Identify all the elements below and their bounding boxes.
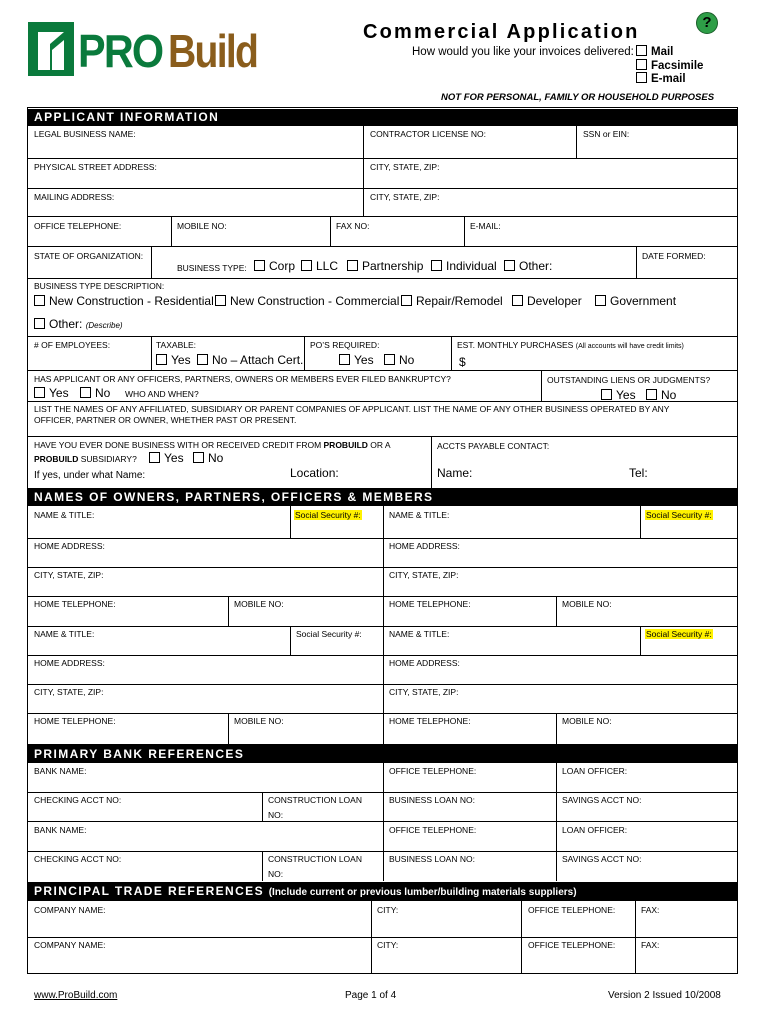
- desc-developer[interactable]: Developer: [512, 294, 582, 308]
- checkbox-taxable-yes[interactable]: [156, 354, 167, 365]
- invoice-option-email[interactable]: E-mail: [636, 72, 686, 86]
- owner3-name-title: NAME & TITLE:: [34, 629, 95, 639]
- probuild-logo: [28, 22, 270, 78]
- liens-no[interactable]: No: [646, 388, 676, 402]
- prior-no[interactable]: No: [193, 451, 223, 465]
- taxable-label: TAXABLE:: [156, 340, 196, 350]
- checkbox-new-residential[interactable]: [34, 295, 45, 306]
- bank2-construction-2: NO:: [268, 869, 284, 879]
- liens-yes[interactable]: Yes: [601, 388, 636, 402]
- bank2-loan-officer: LOAN OFFICER:: [562, 825, 628, 835]
- section-trade-heading: PRINCIPAL TRADE REFERENCES (Include current or previous lumber/building materials suppliers): [28, 882, 737, 901]
- pos-yes[interactable]: Yes: [339, 353, 374, 367]
- bank2-checking: CHECKING ACCT NO:: [34, 854, 122, 864]
- checkbox-bankruptcy-yes[interactable]: [34, 387, 45, 398]
- logo-mark-icon: [28, 22, 74, 76]
- bank1-office-phone: OFFICE TELEPHONE:: [389, 766, 477, 776]
- checkbox-mail[interactable]: [636, 45, 647, 56]
- dollar-sign: $: [459, 355, 466, 369]
- owner3-ssn: Social Security #:: [296, 629, 362, 639]
- logo-pro: PRO: [78, 25, 163, 77]
- date-formed-label: DATE FORMED:: [642, 251, 706, 261]
- prior-business-label-1: HAVE YOU EVER DONE BUSINESS WITH OR RECEIVED CREDIT FROM PROBUILD OR A: [34, 440, 391, 450]
- owner2-ssn: Social Security #:: [646, 510, 712, 520]
- checkbox-partnership[interactable]: [347, 260, 358, 271]
- invoice-option-mail[interactable]: Mail: [636, 45, 673, 59]
- checkbox-government[interactable]: [595, 295, 606, 306]
- checkbox-facsimile[interactable]: [636, 59, 647, 70]
- fax-label: FAX NO:: [336, 221, 370, 231]
- desc-new-residential[interactable]: New Construction - Residential: [34, 294, 214, 308]
- invoice-option-fax[interactable]: Facsimile: [636, 59, 703, 73]
- checkbox-repair-remodel[interactable]: [401, 295, 412, 306]
- bank2-name: BANK NAME:: [34, 825, 87, 835]
- owner4-ssn: Social Security #:: [646, 629, 712, 639]
- bank2-savings: SAVINGS ACCT NO:: [562, 854, 642, 864]
- owner1-home-address: HOME ADDRESS:: [34, 541, 105, 551]
- owner4-name-title: NAME & TITLE:: [389, 629, 450, 639]
- checkbox-liens-no[interactable]: [646, 389, 657, 400]
- trade2-fax: FAX:: [641, 940, 660, 950]
- business-type-llc[interactable]: LLC: [301, 259, 338, 273]
- owner2-name-title: NAME & TITLE:: [389, 510, 450, 520]
- section-bank-heading: PRIMARY BANK REFERENCES: [28, 745, 737, 763]
- owner4-mobile: MOBILE NO:: [562, 716, 612, 726]
- owner2-home-phone: HOME TELEPHONE:: [389, 599, 471, 609]
- desc-other[interactable]: Other: (Describe): [34, 317, 123, 333]
- owner1-ssn: Social Security #:: [295, 510, 361, 520]
- business-desc-label: BUSINESS TYPE DESCRIPTION:: [34, 281, 165, 291]
- bank2-construction-1: CONSTRUCTION LOAN: [268, 854, 362, 864]
- email-label: E-MAIL:: [470, 221, 501, 231]
- affiliated-label-1: LIST THE NAMES OF ANY AFFILIATED, SUBSIDIARY OR PARENT COMPANIES OF APPLICANT. LIST THE NAME OF ANY OTHER BUSINESS OPERATED BY ANY: [34, 404, 670, 414]
- section-owners-heading: NAMES OF OWNERS, PARTNERS, OFFICERS & MEMBERS: [28, 488, 737, 506]
- desc-repair-remodel[interactable]: Repair/Remodel: [401, 294, 503, 308]
- mailing-address-label: MAILING ADDRESS:: [34, 192, 115, 202]
- location-label: Location:: [290, 466, 339, 480]
- checkbox-prior-yes[interactable]: [149, 452, 160, 463]
- city-state-zip-label-2: CITY, STATE, ZIP:: [370, 192, 440, 202]
- trade1-company: COMPANY NAME:: [34, 905, 106, 915]
- invoice-question: How would you like your invoices delivered:: [412, 46, 634, 58]
- pos-no[interactable]: No: [384, 353, 414, 367]
- city-state-zip-label-1: CITY, STATE, ZIP:: [370, 162, 440, 172]
- bank2-office-phone: OFFICE TELEPHONE:: [389, 825, 477, 835]
- trade1-office-phone: OFFICE TELEPHONE:: [528, 905, 616, 915]
- est-purchases-label: EST. MONTHLY PURCHASES (All accounts will have credit limits): [457, 340, 684, 350]
- footer-version: Version 2 Issued 10/2008: [608, 990, 721, 1001]
- legal-business-name-label: LEGAL BUSINESS NAME:: [34, 129, 136, 139]
- checkbox-bankruptcy-no[interactable]: [80, 387, 91, 398]
- business-type-individual[interactable]: Individual: [431, 259, 497, 273]
- checkbox-developer[interactable]: [512, 295, 523, 306]
- owner3-mobile: MOBILE NO:: [234, 716, 284, 726]
- bank1-construction-1: CONSTRUCTION LOAN: [268, 795, 362, 805]
- accts-payable-label: ACCTS PAYABLE CONTACT:: [437, 441, 550, 451]
- bank1-construction-2: NO:: [268, 810, 284, 820]
- footer-website-link[interactable]: www.ProBuild.com: [34, 990, 118, 1001]
- page-title: Commercial Application: [363, 21, 640, 43]
- owner2-home-address: HOME ADDRESS:: [389, 541, 460, 551]
- employees-label: # OF EMPLOYEES:: [34, 340, 111, 350]
- footer-page-number: Page 1 of 4: [345, 990, 397, 1001]
- desc-government[interactable]: Government: [595, 294, 676, 308]
- checkbox-individual[interactable]: [431, 260, 442, 271]
- liens-label: OUTSTANDING LIENS OR JUDGMENTS?: [547, 375, 711, 385]
- help-button[interactable]: [696, 12, 718, 34]
- help-icon: ?: [702, 14, 712, 31]
- bank1-checking: CHECKING ACCT NO:: [34, 795, 122, 805]
- checkbox-new-commercial[interactable]: [215, 295, 226, 306]
- bank1-savings: SAVINGS ACCT NO:: [562, 795, 642, 805]
- mobile-label: MOBILE NO:: [177, 221, 227, 231]
- trade2-office-phone: OFFICE TELEPHONE:: [528, 940, 616, 950]
- owner4-home-phone: HOME TELEPHONE:: [389, 716, 471, 726]
- logo-build: Build: [168, 25, 258, 77]
- owner1-city: CITY, STATE, ZIP:: [34, 570, 104, 580]
- section-applicant-heading: APPLICANT INFORMATION: [28, 109, 737, 126]
- bank1-name: BANK NAME:: [34, 766, 87, 776]
- owner3-home-phone: HOME TELEPHONE:: [34, 716, 116, 726]
- taxable-no[interactable]: No – Attach Cert.: [197, 353, 303, 367]
- trade1-city: CITY:: [377, 905, 399, 915]
- physical-address-label: PHYSICAL STREET ADDRESS:: [34, 162, 157, 172]
- office-phone-label: OFFICE TELEPHONE:: [34, 221, 122, 231]
- bankruptcy-yes[interactable]: Yes: [34, 386, 69, 400]
- state-org-label: STATE OF ORGANIZATION:: [34, 251, 144, 261]
- owner2-city: CITY, STATE, ZIP:: [389, 570, 459, 580]
- business-type-label: BUSINESS TYPE:: [177, 263, 247, 273]
- prior-yes[interactable]: Yes: [149, 451, 184, 465]
- checkbox-prior-no[interactable]: [193, 452, 204, 463]
- owner1-home-phone: HOME TELEPHONE:: [34, 599, 116, 609]
- bankruptcy-label: HAS APPLICANT OR ANY OFFICERS, PARTNERS, OWNERS OR MEMBERS EVER FILED BANKRUPTCY?: [34, 374, 451, 384]
- bankruptcy-no[interactable]: No: [80, 386, 110, 400]
- who-when-label: WHO AND WHEN?: [125, 389, 199, 399]
- owner2-mobile: MOBILE NO:: [562, 599, 612, 609]
- business-type-partnership[interactable]: Partnership: [347, 259, 423, 273]
- business-type-other[interactable]: Other:: [504, 259, 552, 273]
- owner4-city: CITY, STATE, ZIP:: [389, 687, 459, 697]
- contractor-license-label: CONTRACTOR LICENSE NO:: [370, 129, 487, 139]
- trade1-fax: FAX:: [641, 905, 660, 915]
- checkbox-corp[interactable]: [254, 260, 265, 271]
- bank2-business-loan: BUSINESS LOAN NO:: [389, 854, 475, 864]
- pos-required-label: PO’S REQUIRED:: [310, 340, 380, 350]
- owner1-mobile: MOBILE NO:: [234, 599, 284, 609]
- owner3-home-address: HOME ADDRESS:: [34, 658, 105, 668]
- checkbox-other[interactable]: [504, 260, 515, 271]
- checkbox-desc-other[interactable]: [34, 318, 45, 329]
- under-name-label: If yes, under what Name:: [34, 470, 146, 481]
- disclaimer: NOT FOR PERSONAL, FAMILY OR HOUSEHOLD PURPOSES: [441, 92, 715, 103]
- desc-new-commercial[interactable]: New Construction - Commercial: [215, 294, 399, 308]
- owner3-city: CITY, STATE, ZIP:: [34, 687, 104, 697]
- bank1-business-loan: BUSINESS LOAN NO:: [389, 795, 475, 805]
- owner1-name-title: NAME & TITLE:: [34, 510, 95, 520]
- affiliated-label-2: OFFICER, PARTNER OR OWNER, WHETHER PAST OR PRESENT.: [34, 415, 297, 425]
- ap-name-label: Name:: [437, 466, 473, 480]
- owner4-home-address: HOME ADDRESS:: [389, 658, 460, 668]
- trade2-company: COMPANY NAME:: [34, 940, 106, 950]
- bank1-loan-officer: LOAN OFFICER:: [562, 766, 628, 776]
- checkbox-pos-no[interactable]: [384, 354, 395, 365]
- taxable-yes[interactable]: Yes: [156, 353, 191, 367]
- ap-tel-label: Tel:: [629, 466, 648, 480]
- prior-business-label-2: PROBUILD SUBSIDIARY?: [34, 454, 137, 464]
- checkbox-liens-yes[interactable]: [601, 389, 612, 400]
- checkbox-taxable-no[interactable]: [197, 354, 208, 365]
- business-type-corp[interactable]: Corp: [254, 259, 295, 273]
- trade2-city: CITY:: [377, 940, 399, 950]
- checkbox-llc[interactable]: [301, 260, 312, 271]
- ssn-ein-label: SSN or EIN:: [583, 129, 630, 139]
- checkbox-pos-yes[interactable]: [339, 354, 350, 365]
- checkbox-email[interactable]: [636, 72, 647, 83]
